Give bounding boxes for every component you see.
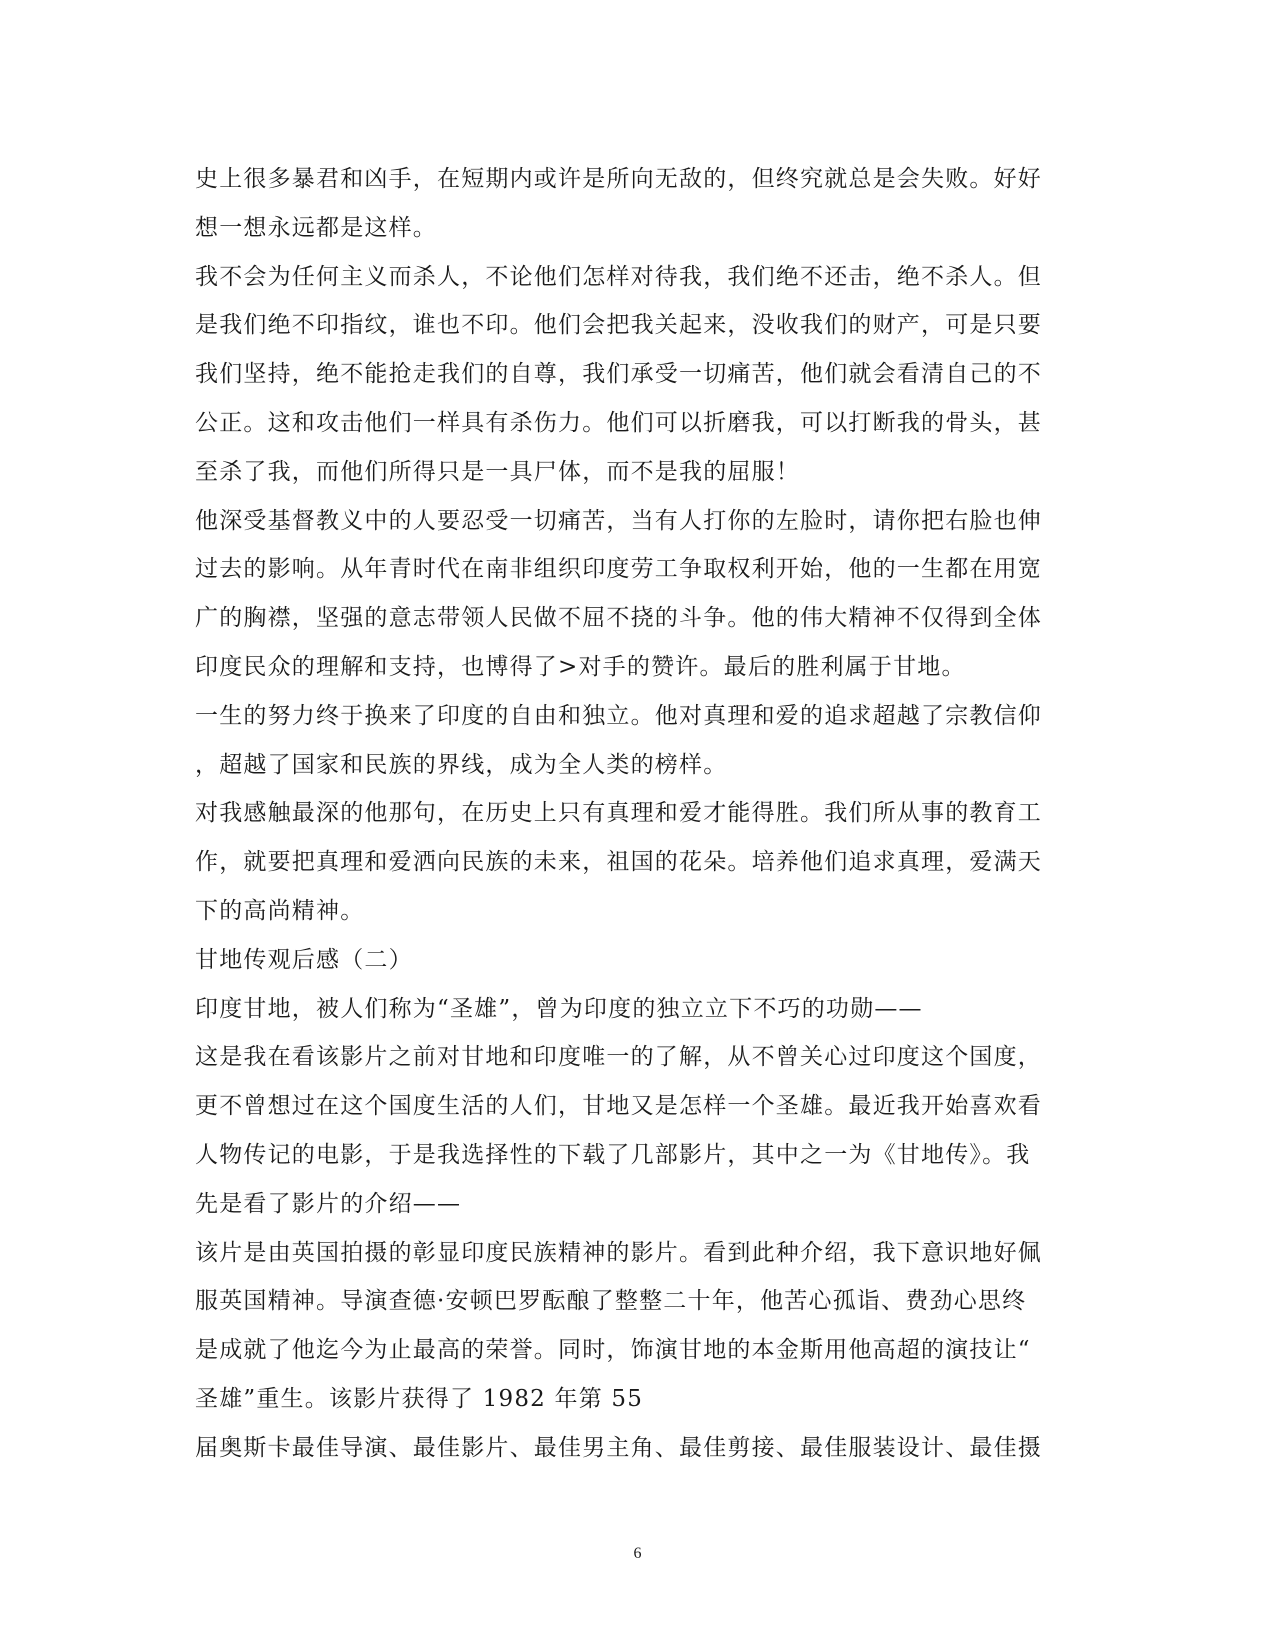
text-line: 一生的努力终于换来了印度的自由和独立。他对真理和爱的追求超越了宗教信仰: [195, 702, 1042, 729]
text-line: 圣雄”重生。该影片获得了 1982 年第 55: [195, 1385, 644, 1412]
text-line: 届奥斯卡最佳导演、最佳影片、最佳男主角、最佳剪接、最佳服装设计、最佳摄: [195, 1434, 1042, 1461]
text-line: ，超越了国家和民族的界线，成为全人类的榜样。: [195, 751, 728, 778]
text-line: 对我感触最深的他那句，在历史上只有真理和爱才能得胜。我们所从事的教育工: [195, 800, 1042, 827]
text-line: 我们坚持，绝不能抢走我们的自尊，我们承受一切痛苦，他们就会看清自己的不: [195, 361, 1042, 388]
text-line: 公正。这和攻击他们一样具有杀伤力。他们可以折磨我，可以打断我的骨头，甚: [195, 409, 1042, 436]
text-line: 至杀了我，而他们所得只是一具尸体，而不是我的屈服！: [195, 458, 800, 485]
text-line: 该片是由英国拍摄的彰显印度民族精神的影片。看到此种介绍，我下意识地好佩: [195, 1239, 1042, 1266]
text-line: 是我们绝不印指纹，谁也不印。他们会把我关起来，没收我们的财产，可是只要: [195, 312, 1042, 339]
body-text: [195, 155, 1075, 1473]
section-heading: 甘地传观后感（二）: [195, 946, 413, 973]
text-line: 广的胸襟，坚强的意志带领人民做不屈不挠的斗争。他的伟大精神不仅得到全体: [195, 605, 1042, 632]
text-line: 是成就了他迄今为止最高的荣誉。同时，饰演甘地的本金斯用他高超的演技让“: [195, 1337, 1031, 1364]
text-line: 更不曾想过在这个国度生活的人们，甘地又是怎样一个圣雄。最近我开始喜欢看: [195, 1093, 1042, 1120]
text-line: 下的高尚精神。: [195, 897, 365, 924]
text-line: 我不会为任何主义而杀人，不论他们怎样对待我，我们绝不还击，绝不杀人。但: [195, 263, 1042, 290]
text-line: 过去的影响。从年青时代在南非组织印度劳工争取权利开始，他的一生都在用宽: [195, 556, 1042, 583]
text-line: 印度甘地，被人们称为“圣雄”，曾为印度的独立立下不巧的功勋——: [195, 995, 923, 1022]
text-line: 他深受基督教义中的人要忍受一切痛苦，当有人打你的左脸时，请你把右脸也伸: [195, 507, 1042, 534]
text-line: 这是我在看该影片之前对甘地和印度唯一的了解，从不曾关心过印度这个国度，: [195, 1044, 1042, 1071]
text-line: 先是看了影片的介绍——: [195, 1190, 462, 1217]
text-line: 人物传记的电影，于是我选择性的下载了几部影片，其中之一为《甘地传》。我: [195, 1141, 1031, 1168]
text-line: 服英国精神。导演查德·安顿巴罗酝酿了整整二十年，他苦心孤诣、费劲心思终: [195, 1288, 1027, 1315]
text-line: 印度民众的理解和支持，也博得了>对手的赞许。最后的胜利属于甘地。: [195, 653, 966, 680]
text-line: 想一想永远都是这样。: [195, 214, 437, 241]
text-line: 史上很多暴君和凶手，在短期内或许是所向无敌的，但终究就总是会失败。好好: [195, 166, 1042, 192]
page-number: 6: [633, 1545, 642, 1562]
text-line: 作，就要把真理和爱洒向民族的未来，祖国的花朵。培养他们追求真理，爱满天: [195, 849, 1042, 876]
